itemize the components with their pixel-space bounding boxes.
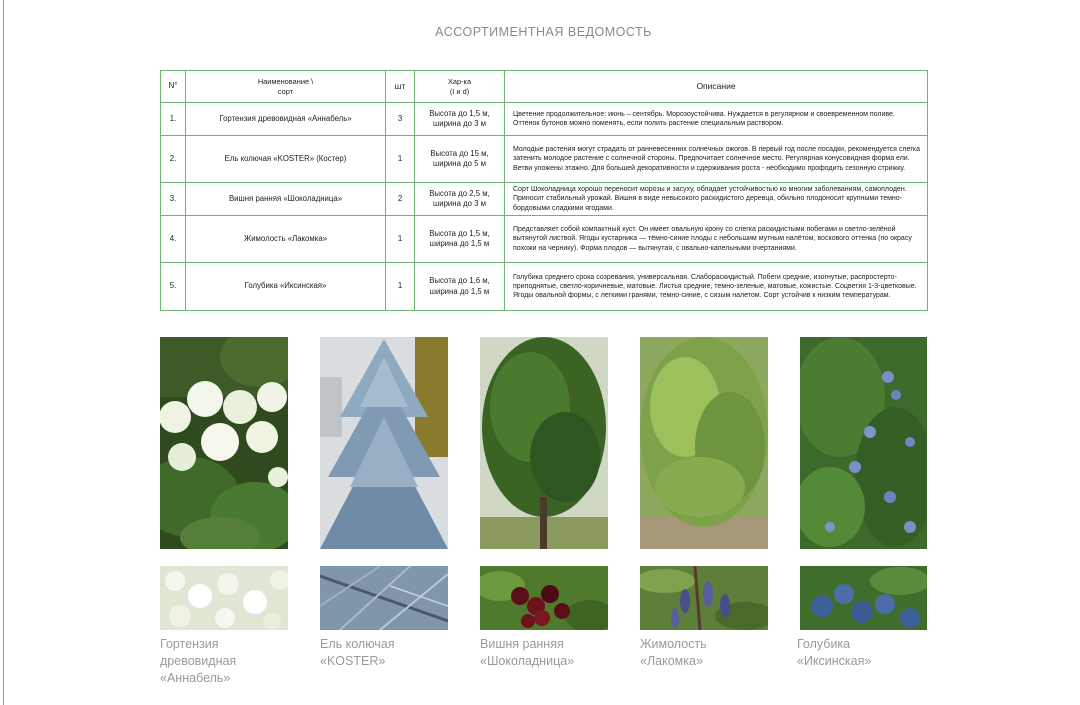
row-char-line1: Высота до 1,5 м, xyxy=(429,108,490,118)
header-characteristics xyxy=(415,71,505,103)
caption-cherry xyxy=(480,636,640,670)
assortment-table xyxy=(160,70,928,311)
table-row xyxy=(161,103,928,136)
header-name-line1: Наименование \ xyxy=(257,76,314,86)
caption-line: «Лакомка» xyxy=(640,654,703,668)
header-char-line1: Хар-ка xyxy=(447,76,472,86)
row-number: 4. xyxy=(161,216,186,263)
row-name: Гортензия древовидная «Аннабель» xyxy=(186,103,386,136)
row-char-line2: ширина до 1,5 м xyxy=(429,239,490,248)
cherry-closeup-photo xyxy=(480,566,608,630)
row-char-line1: Высота до 1,6 м, xyxy=(429,276,490,286)
row-number: 2. xyxy=(161,136,186,183)
row-char-line2: ширина до 5 м xyxy=(432,159,487,168)
row-characteristics xyxy=(415,263,505,311)
caption-line: «KOSTER» xyxy=(320,654,386,668)
row-description: Сорт Шоколадница хорошо переносит морозы и засуху, обладает устойчивостью ко многим заболеваниям, самоплоден. Приносит стабильный урожай. Вишня в виде невысокого раскидистого деревца, обильно плодоносит крупными темно-бордовыми сладкими ягодами. xyxy=(505,183,928,216)
page-left-border xyxy=(3,0,4,705)
row-char-line1: Высота до 1,5 м, xyxy=(429,228,490,238)
caption-line: «Иксинская» xyxy=(797,654,872,668)
caption-line: Вишня ранняя xyxy=(480,637,564,651)
caption-line: «Аннабель» xyxy=(160,671,231,685)
row-description: Голубика среднего срока созревания, универсальная. Слабораскидистый. Побеги средние, изогнутые, распростерто-приподнятые, светло-коричневые, матовые. Листья средние, темно-зеленые, матовые, кожистые. Соцветия 1-3-цветковые. Ягоды овальной формы, с легкими гранями, темно-синие, с сизым налетом. Сорт устойчив к низким температурам. xyxy=(505,263,928,311)
header-quantity: шт xyxy=(386,71,415,103)
caption-line: Голубика xyxy=(797,637,851,651)
blueberry-closeup-photo xyxy=(800,566,927,630)
row-number: 1. xyxy=(161,103,186,136)
header-name-line2: сорт xyxy=(277,86,294,96)
honeysuckle-bush-photo-large xyxy=(640,337,768,549)
table-row xyxy=(161,263,928,311)
row-name: Ель колючая «KOSTER» (Костер) xyxy=(186,136,386,183)
row-name: Жимолость «Лакомка» xyxy=(186,216,386,263)
row-characteristics xyxy=(415,136,505,183)
spruce-photo-large xyxy=(320,337,448,549)
table-row xyxy=(161,216,928,263)
row-description: Представляет собой компактный куст. Он имеет овальную крону со слегка раскидистыми побегами и светло-зелёной вытянутой листвой. Ягоды кустарника — тёмно-синие плоды с небольшим мутным налётом, воскового оттенка (по окрасу похожи на чернику). Форма плодов — вытянутая, с овально-капельными очертаниями. xyxy=(505,216,928,263)
table-row xyxy=(161,183,928,216)
row-name: Вишня ранняя «Шоколадница» xyxy=(186,183,386,216)
honeysuckle-closeup-photo xyxy=(640,566,768,630)
row-characteristics xyxy=(415,103,505,136)
caption-honeysuckle xyxy=(640,636,800,670)
hydrangea-closeup-photo xyxy=(160,566,288,630)
caption-hydrangea xyxy=(160,636,320,687)
table-header-row xyxy=(161,71,928,103)
row-quantity: 3 xyxy=(386,103,415,136)
caption-blueberry xyxy=(797,636,957,670)
hydrangea-photo-large xyxy=(160,337,288,549)
caption-line: Ель колючая xyxy=(320,637,395,651)
cherry-tree-photo-large xyxy=(480,337,608,549)
row-char-line2: ширина до 1,5 м xyxy=(429,286,490,296)
row-number: 3. xyxy=(161,183,186,216)
table-row xyxy=(161,136,928,183)
header-name xyxy=(186,71,386,103)
caption-line: Жимолость xyxy=(640,637,707,651)
header-number: N° xyxy=(161,71,186,103)
caption-line: Гортензия xyxy=(160,637,219,651)
row-quantity: 1 xyxy=(386,216,415,263)
caption-line: древовидная xyxy=(160,654,237,668)
row-description: Молодые растения могут страдать от ранневесенних солнечных ожогов. В первый год после посадки, рекомендуется слегка затенить молодое растение с солнечной стороны. Предпочитает солнечное место. Регулярная конусовидная форма ели. Ветви уложены этажно. Для большей декоративности и сдерживания роста - необходимо профодить сезонную стрижку. xyxy=(505,136,928,183)
row-char-line1: Высота до 2,5 м, xyxy=(429,188,490,198)
spruce-closeup-photo xyxy=(320,566,448,630)
page-title: АССОРТИМЕНТНАЯ ВЕДОМОСТЬ xyxy=(435,25,652,39)
row-characteristics xyxy=(415,216,505,263)
row-name: Голубика «Иксинская» xyxy=(186,263,386,311)
header-char-line2: (I и d) xyxy=(449,86,470,96)
row-quantity: 1 xyxy=(386,136,415,183)
blueberry-bush-photo-large xyxy=(800,337,927,549)
row-characteristics xyxy=(415,183,505,216)
row-quantity: 2 xyxy=(386,183,415,216)
caption-line: «Шоколадница» xyxy=(480,654,575,668)
row-char-line2: ширина до 3 м xyxy=(432,199,487,208)
row-char-line1: Высота до 15 м, xyxy=(430,148,489,158)
row-quantity: 1 xyxy=(386,263,415,311)
row-description: Цветение продолжительное: июнь – сентябрь. Морозоустойчива. Нуждается в регулярном и своевременном поливе. Оттенок бутонов можно поменять, если полить растение специальным раствором. xyxy=(505,103,928,136)
row-number: 5. xyxy=(161,263,186,311)
caption-spruce xyxy=(320,636,480,670)
header-description: Описание xyxy=(505,71,928,103)
row-char-line2: ширина до 3 м xyxy=(432,119,487,128)
